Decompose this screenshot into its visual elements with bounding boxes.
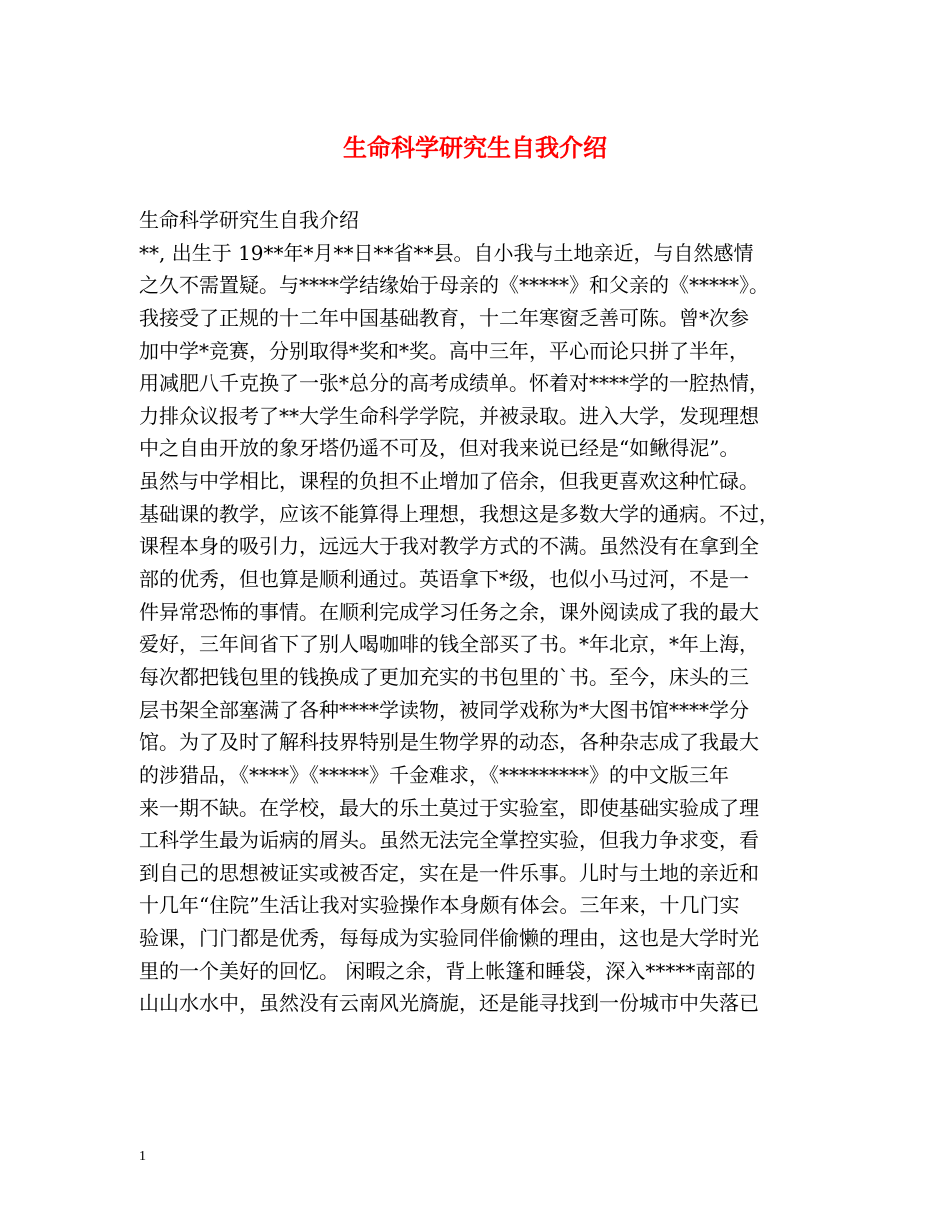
- body-line: 基础课的教学，应该不能算得上理想，我想这是多数大学的通病。不过，: [139, 501, 779, 526]
- body-line: 生命科学研究生自我介绍: [139, 208, 359, 232]
- body-line: 我接受了正规的十二年中国基础教育，十二年寒窗乏善可陈。曾*次参: [139, 305, 749, 330]
- document-body: [139, 204, 829, 1020]
- body-line: 的涉猎品，《****》《*****》千金难求，《*********》的中文版三年: [139, 762, 729, 787]
- body-line: 之久不需置疑。与****学结缘始于母亲的《*****》和父亲的《*****》。: [139, 273, 769, 298]
- body-line: 用减肥八千克换了一张*总分的高考成绩单。怀着对****学的一腔热情，: [139, 371, 769, 396]
- body-line: 工科学生最为诟病的屑头。虽然无法完全掌控实验，但我力争求变，看: [139, 828, 759, 853]
- body-line: 验课，门门都是优秀，每每成为实验同伴偷懒的理由，这也是大学时光: [139, 926, 759, 951]
- body-line: 十几年“住院”生活让我对实验操作本身颇有体会。三年来，十几门实: [139, 893, 740, 918]
- body-line: 力排众议报考了**大学生命科学学院，并被录取。进入大学，发现理想: [139, 403, 759, 428]
- body-line: 课程本身的吸引力，远远大于我对教学方式的不满。虽然没有在拿到全: [139, 534, 759, 559]
- body-line: 中之自由开放的象牙塔仍遥不可及，但对我来说已经是“如鳅得泥”。: [139, 436, 740, 461]
- body-line: 馆。为了及时了解科技界特别是生物学界的动态，各种杂志成了我最大: [139, 730, 759, 755]
- body-line: 虽然与中学相比，课程的负担不止增加了倍余，但我更喜欢这种忙碌。: [139, 469, 759, 494]
- body-line: 加中学*竞赛，分别取得*奖和*奖。高中三年，平心而论只拼了半年，: [139, 338, 749, 363]
- body-line: 部的优秀，但也算是顺利通过。英语拿下*级，也似小马过河，不是一: [139, 567, 749, 592]
- body-line: 层书架全部塞满了各种****学读物，被同学戏称为*大图书馆****学分: [139, 697, 749, 722]
- body-line: 爱好，三年间省下了别人喝咖啡的钱全部买了书。*年北京，*年上海，: [139, 632, 759, 657]
- body-line: 里的一个美好的回忆。 闲暇之余，背上帐篷和睡袋，深入*****南部的: [139, 958, 756, 983]
- body-line: **, 出生于 19**年*月**日**省**县。自小我与土地亲近，与自然感情: [139, 240, 754, 265]
- body-line: 件异常恐怖的事情。在顺利完成学习任务之余，课外阅读成了我的最大: [139, 599, 759, 624]
- body-line: 来一期不缺。在学校，最大的乐土莫过于实验室，即使基础实验成了理: [139, 795, 759, 820]
- body-line: 到自己的思想被证实或被否定，实在是一件乐事。儿时与土地的亲近和: [139, 860, 759, 885]
- body-line: 每次都把钱包里的钱换成了更加充实的书包里的`书。至今，床头的三: [139, 664, 749, 689]
- body-line: 山山水水中，虽然没有云南风光旖旎，还是能寻找到一份城市中失落已: [139, 991, 759, 1016]
- document-title: 生命科学研究生自我介绍: [343, 133, 607, 162]
- page-number: 1: [139, 1149, 146, 1164]
